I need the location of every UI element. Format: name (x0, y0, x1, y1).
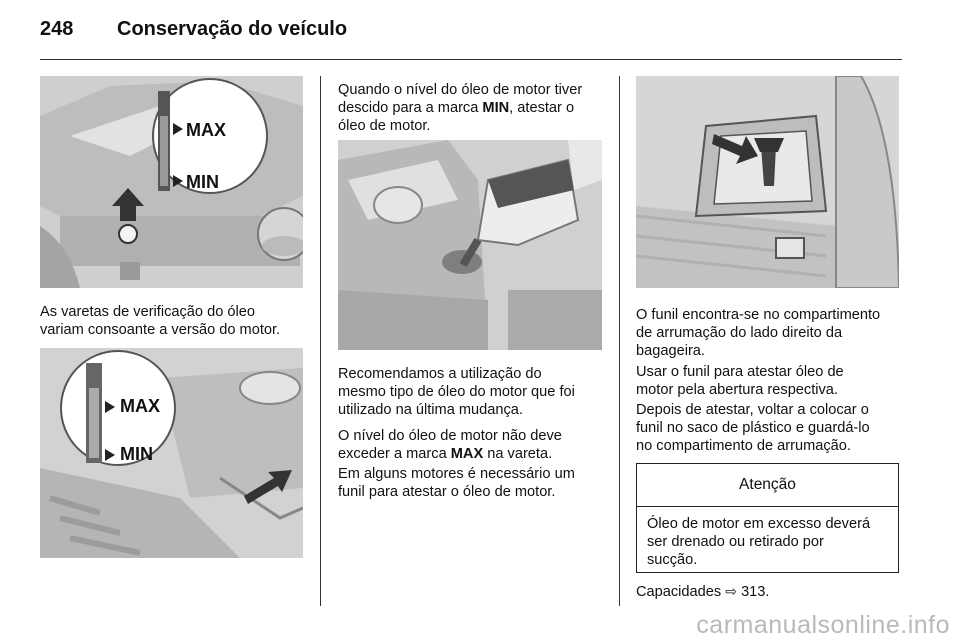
capacities-label: Capacidades (636, 584, 722, 600)
luggage-compartment-figure (636, 76, 899, 288)
dipstick-figure-top (40, 76, 303, 288)
dipstick-figure-bottom (40, 348, 303, 558)
min-mark-label: MIN (186, 172, 219, 192)
max-mark-label: MAX (186, 120, 226, 140)
intro-paragraph: Quando o nível do óleo de motor tiver descido para a marca MIN, atestar o óleo de motor. (338, 82, 583, 134)
funnel-paragraph: Em alguns motores é necessário um funil para atestar o óleo de motor. (338, 466, 575, 500)
dipstick-caption: As varetas de verificação do óleo variam consoante a versão do motor. (40, 304, 281, 338)
funnel-storage-paragraph: Depois de atestar, voltar a colocar o funil no saco de plástico e guardá-lo no compartimento de arrumação. (636, 402, 870, 454)
page-reference-arrow-icon: ⇨ (725, 583, 737, 599)
watermark: carmanualsonline.info (696, 611, 950, 639)
capacities-page-link[interactable]: 313. (741, 584, 770, 600)
warning-callout (636, 463, 899, 573)
header-divider (40, 59, 902, 60)
oil-filling-figure (338, 140, 602, 350)
min-mark-label: MIN (120, 444, 153, 464)
max-level-paragraph: O nível do óleo de motor não deve exceder a marca MAX na vareta. (338, 428, 562, 462)
page-title: Conservação do veículo (117, 18, 348, 40)
callout-heading: Atenção (637, 464, 898, 507)
column-divider-2 (619, 76, 620, 606)
capacities-reference (636, 582, 769, 601)
funnel-location-paragraph: O funil encontra-se no compartimento de arrumação do lado direito da bagageira. (636, 307, 881, 359)
max-mark-label: MAX (120, 396, 160, 416)
callout-body: Óleo de motor em excesso deverá ser drenado ou retirado por sucção. (647, 516, 871, 568)
column-divider-1 (320, 76, 321, 606)
page-number: 248 (40, 18, 74, 40)
recommend-paragraph: Recomendamos a utilização do mesmo tipo de óleo do motor que foi utilizado na última mudança. (338, 366, 575, 418)
funnel-usage-paragraph: Usar o funil para atestar óleo de motor pela abertura respectiva. (636, 364, 844, 398)
